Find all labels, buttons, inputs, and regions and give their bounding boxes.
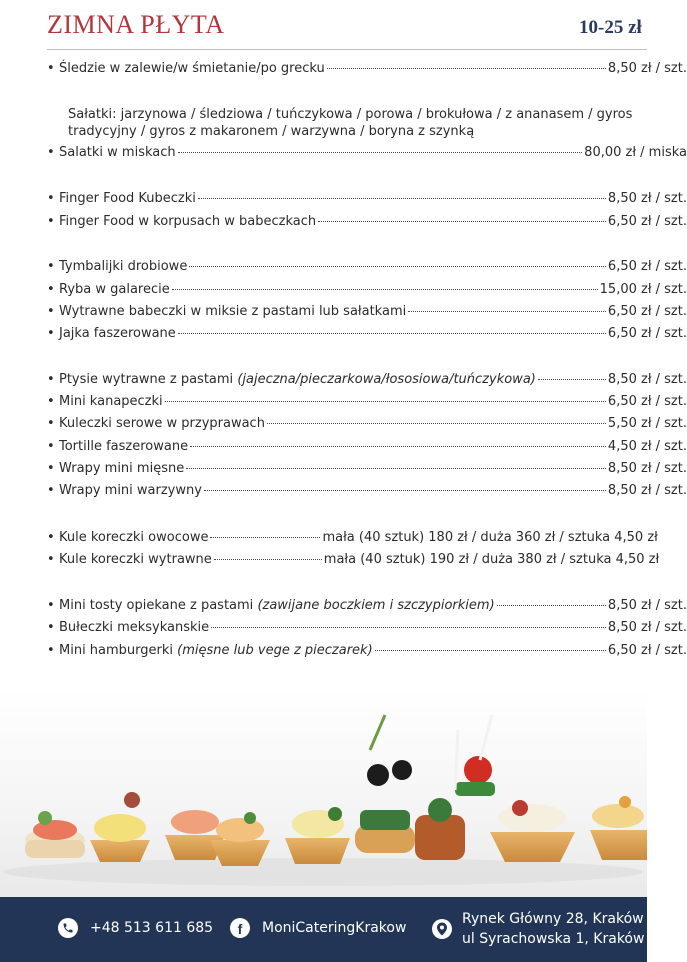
dot-leader [327,68,606,69]
facebook-icon: f [230,918,250,938]
menu-item: • Wrapy mini warzywny 8,50 zł / szt. [47,483,687,498]
item-price: 8,50 zł / szt. [607,620,687,635]
dot-leader [165,401,606,402]
item-price: 80,00 zł / miska [584,145,687,160]
item-name: Wrapy mini mięsne [59,461,185,476]
item-name: Wrapy mini warzywny [59,483,202,498]
dot-leader [172,289,598,290]
menu-item: • Śledzie w zalewie/w śmietanie/po grecku 8,50 zł / szt. [47,61,687,76]
dot-leader [318,221,606,222]
item-name: Jajka faszerowane [59,326,176,341]
location-pin-icon [432,919,452,939]
salad-note: Sałatki: jarzynowa / śledziowa / tuńczykowa / porowa / brokułowa / z ananasem / gyros tradycyjny / gyros z makaronem / warzywna / boryna z szynką [68,107,633,139]
item-detail: (jajeczna/pieczarkowa/łososiowa/tuńczykowa) [237,372,536,387]
facebook-contact[interactable] [230,918,406,938]
dot-leader [538,379,606,380]
item-price: 8,50 zł / szt. [607,483,687,498]
item-detail: (zawijane boczkiem i szczypiorkiem) [257,598,495,613]
item-name: Finger Food Kubeczki [59,191,196,206]
item-price: 8,50 zł / szt. [607,598,687,613]
item-name: Kule koreczki wytrawne [59,552,212,567]
header-divider [47,49,647,50]
phone-number: +48 513 611 685 [90,920,214,936]
item-price: 6,50 zł / szt. [607,259,687,274]
dot-leader [211,627,606,628]
item-name: Mini hamburgerki [59,643,178,658]
item-name: Finger Food w korpusach w babeczkach [59,214,317,229]
dot-leader [214,559,322,560]
menu-item: • Tymbalijki drobiowe 6,50 zł / szt. [47,259,687,274]
item-name: Wytrawne babeczki w miksie z pastami lub sałatkami [59,304,407,319]
menu-item: • Ryba w galarecie 15,00 zł / szt. [47,282,687,297]
menu-item: • Wrapy mini mięsne 8,50 zł / szt. [47,461,687,476]
dot-leader [186,468,606,469]
menu-item: • Jajka faszerowane 6,50 zł / szt. [47,326,687,341]
item-name: Ryba w galarecie [59,282,170,297]
menu-item: • Ptysie wytrawne z pastami (jajeczna/pieczarkowa/łososiowa/tuńczykowa) 8,50 zł / szt. [47,372,687,387]
item-price: 6,50 zł / szt. [607,304,687,319]
item-name: Mini kanapeczki [59,394,163,409]
item-price: mała (40 sztuk) 190 zł / duża 380 zł / sztuka 4,50 zł [323,552,660,567]
item-name: Salatki w miskach [59,145,176,160]
dot-leader [198,198,606,199]
item-name: Mini tosty opiekane z pastami [59,598,258,613]
item-name: Tymbalijki drobiowe [59,259,188,274]
item-name: Kuleczki serowe w przyprawach [59,416,265,431]
menu-item: • Kule koreczki wytrawne mała (40 sztuk) 190 zł / duża 380 zł / sztuka 4,50 zł [47,552,660,567]
dot-leader [204,490,606,491]
address-contact[interactable] [432,909,644,949]
menu-item: • Kule koreczki owocowe mała (40 sztuk) 180 zł / duża 360 zł / sztuka 4,50 zł [47,530,658,545]
menu-item: • Kuleczki serowe w przyprawach 5,50 zł / szt. [47,416,687,431]
item-name: Śledzie w zalewie/w śmietanie/po grecku [59,61,325,76]
item-price: 8,50 zł / szt. [607,461,687,476]
item-price: 15,00 zł / szt. [599,282,687,297]
item-price: 6,50 zł / szt. [607,643,687,658]
item-name: Bułeczki meksykanskie [59,620,210,635]
dot-leader [408,311,606,312]
dot-leader [178,152,583,153]
item-price: mała (40 sztuk) 180 zł / duża 360 zł / sztuka 4,50 zł [322,530,658,545]
menu-item: • Finger Food Kubeczki 8,50 zł / szt. [47,191,687,206]
dot-leader [375,650,606,651]
contact-footer [0,897,647,962]
item-name: Tortille faszerowane [59,439,189,454]
menu-item: • Wytrawne babeczki w miksie z pastami lub sałatkami 6,50 zł / szt. [47,304,687,319]
menu-item: • Mini tosty opiekane z pastami (zawijane boczkiem i szczypiorkiem) 8,50 zł / szt. [47,598,687,613]
menu-header [0,0,647,50]
item-price: 8,50 zł / szt. [607,372,687,387]
dot-leader [190,446,606,447]
menu-item: • Salatki w miskach 80,00 zł / miska [47,145,687,160]
food-photo [0,690,647,898]
canapes-illustration [0,690,647,898]
item-price: 4,50 zł / szt. [607,439,687,454]
item-detail: (mięsne lub vege z pieczarek) [177,643,373,658]
dot-leader [210,537,320,538]
address-line-1: Rynek Główny 28, Kraków [462,911,644,927]
menu-item: • Bułeczki meksykanskie 8,50 zł / szt. [47,620,687,635]
address-line-2: ul Syrachowska 1, Kraków [462,931,645,947]
phone-contact[interactable] [58,918,213,938]
menu-item: • Mini hamburgerki (mięsne lub vege z pieczarek) 6,50 zł / szt. [47,643,687,658]
item-price: 6,50 zł / szt. [607,214,687,229]
dot-leader [178,333,606,334]
item-price: 6,50 zł / szt. [607,394,687,409]
item-name: Ptysie wytrawne z pastami [59,372,238,387]
phone-icon [58,918,78,938]
page-title: ZIMNA PŁYTA [47,10,225,39]
item-price: 8,50 zł / szt. [607,61,687,76]
dot-leader [497,605,606,606]
item-price: 8,50 zł / szt. [607,191,687,206]
price-range: 10-25 zł [579,17,642,38]
menu-item: • Mini kanapeczki 6,50 zł / szt. [47,394,687,409]
item-price: 5,50 zł / szt. [607,416,687,431]
menu-item: • Finger Food w korpusach w babeczkach 6,50 zł / szt. [47,214,687,229]
facebook-handle: MoniCateringKrakow [262,920,407,936]
dot-leader [189,266,606,267]
item-price: 6,50 zł / szt. [607,326,687,341]
item-name: Kule koreczki owocowe [59,530,209,545]
dot-leader [267,423,606,424]
menu-item: • Tortille faszerowane 4,50 zł / szt. [47,439,687,454]
